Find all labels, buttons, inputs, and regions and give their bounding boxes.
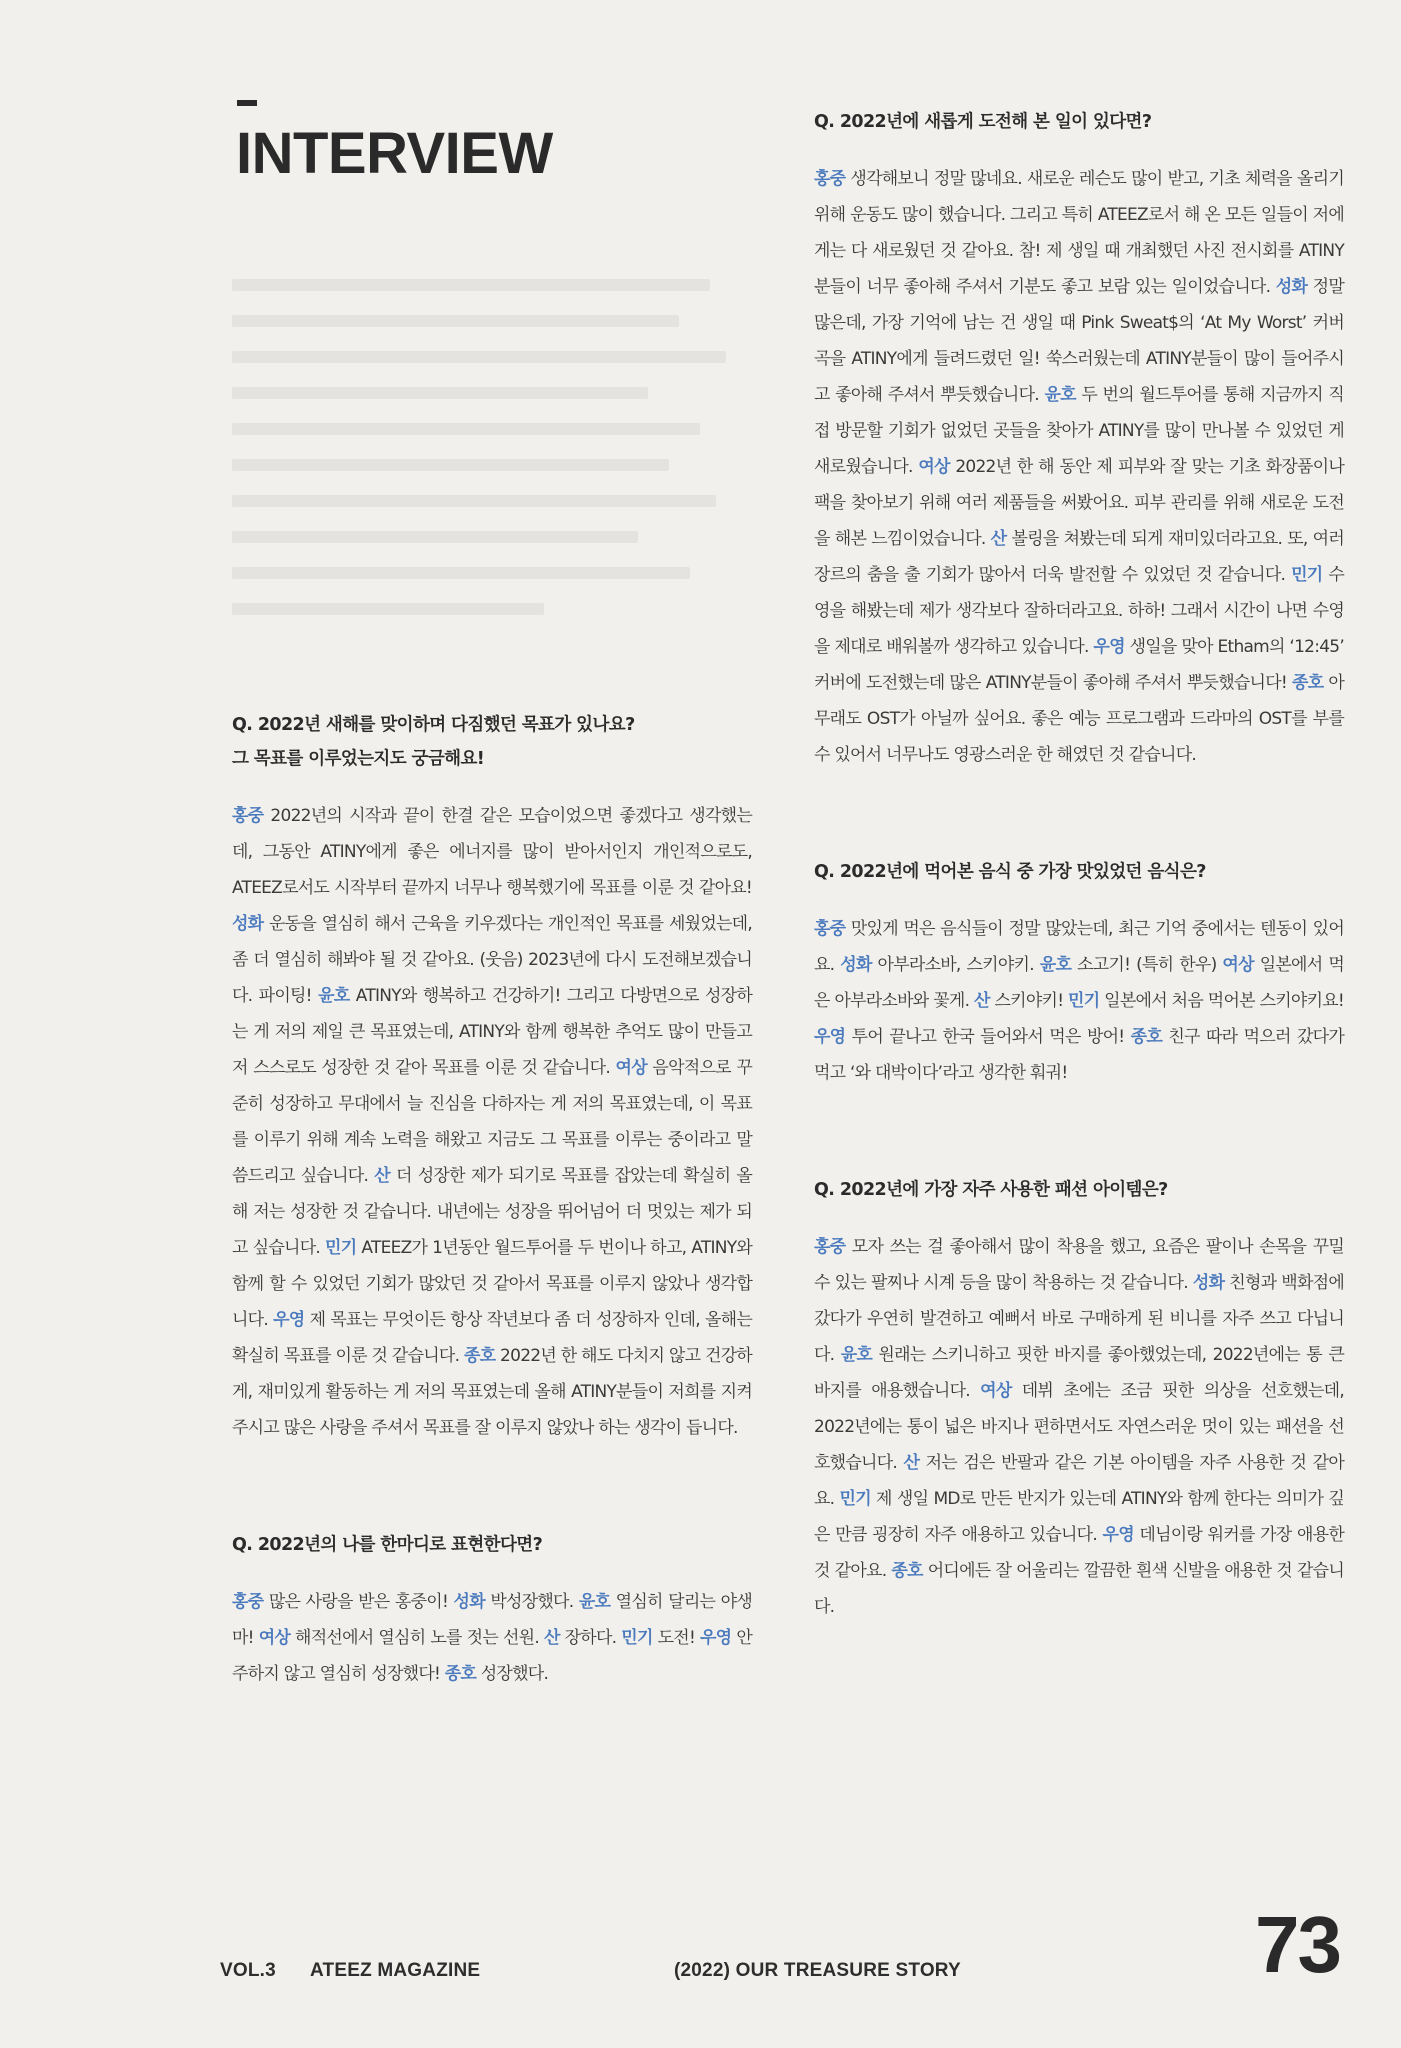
answer-text: 아부라소바, 스키야키. xyxy=(871,955,1040,975)
answer-text: 데뷔 초에는 조금 핏한 의상을 선호했는데, 2022년에는 통이 넓은 바지나 편하면서도 자연스러운 멋이 있는 패션을 선호했습니다. xyxy=(814,1381,1344,1473)
answer-text: 많은 사랑을 받은 홍중이! xyxy=(263,1592,454,1612)
member-name: 우영 xyxy=(1102,1525,1134,1545)
answer-text: 일본에서 처음 먹어본 스키야키요! xyxy=(1099,991,1344,1011)
answer-paragraph xyxy=(814,911,1344,1091)
answer-text: 성장했다. xyxy=(476,1664,549,1684)
member-name: 산 xyxy=(990,529,1007,549)
answer-text: 데님이랑 워커를 가장 애용한 것 같아요. xyxy=(814,1525,1345,1581)
member-name: 우영 xyxy=(273,1310,305,1330)
answer-text: 박성장했다. xyxy=(484,1592,579,1612)
answer-text: 정말 많은데, 가장 기억에 남는 건 생일 때 Pink Sweat$의 ‘At My Worst’ 커버 곡을 ATINY에게 들려드렸던 일! 쑥스러웠는데 ATINY분들이 많이 들어주시고 좋아해 주셔서 뿌듯했습니다. xyxy=(814,277,1345,405)
member-name: 여상 xyxy=(1222,955,1254,975)
answer-text: 2022년의 시작과 끝이 한결 같은 모습이었으면 좋겠다고 생각했는데, 그동안 ATINY에게 좋은 에너지를 많이 받아서인지 개인적으로도, ATEEZ로서도 시작부터 끝까지 너무나 행복했기에 목표를 이룬 것 같아요! xyxy=(232,806,752,898)
member-name: 산 xyxy=(374,1166,390,1186)
member-name: 홍중 xyxy=(814,169,846,189)
answer-text: 수영을 해봤는데 제가 생각보다 잘하더라고요. 하하! 그래서 시간이 나면 수영을 제대로 배워볼까 생각하고 있습니다. xyxy=(814,565,1344,657)
page-title: INTERVIEW xyxy=(236,121,553,186)
qa-block xyxy=(232,1528,752,1692)
member-name: 여상 xyxy=(980,1381,1012,1401)
question: Q. 2022년에 새롭게 도전해 본 일이 있다면? xyxy=(814,112,1152,132)
member-name: 민기 xyxy=(1068,991,1100,1011)
member-name: 종호 xyxy=(444,1664,477,1684)
answer-paragraph xyxy=(232,1584,752,1692)
footer-story: (2022) OUR TREASURE STORY xyxy=(674,1960,961,1981)
question: Q. 2022년에 가장 자주 사용한 패션 아이템은? xyxy=(814,1180,1168,1200)
answer-text: ATINY와 행복하고 건강하기! 그리고 다방면으로 성장하는 게 저의 제일 큰 목표였는데, ATINY와 함께 행복한 추억도 많이 만들고 저 스스로도 성장한 것 같아 목표를 이룬 것 같습니다. xyxy=(232,986,752,1078)
member-name: 윤호 xyxy=(1044,385,1076,405)
member-name: 종호 xyxy=(1130,1027,1163,1047)
answer-text: 도전! xyxy=(652,1628,700,1648)
question: Q. 2022년의 나를 한마디로 표현한다면? xyxy=(232,1535,543,1555)
footer-volume: VOL.3 xyxy=(220,1960,276,1981)
qa-block xyxy=(814,1173,1344,1625)
member-name: 성화 xyxy=(1275,277,1308,297)
section-dash xyxy=(237,100,257,106)
right-column xyxy=(814,105,1344,1625)
member-name: 홍중 xyxy=(814,919,846,939)
answer-text: 원래는 스키니하고 핏한 바지를 좋아했었는데, 2022년에는 통 큰 바지를 애용했습니다. xyxy=(814,1345,1345,1401)
answer-text: 두 번의 월드투어를 통해 지금까지 직접 방문할 기회가 없었던 곳들을 찾아가 ATINY를 많이 만나볼 수 있었던 게 새로웠습니다. xyxy=(814,385,1344,477)
page-number: 73 xyxy=(1255,1900,1340,1989)
member-name: 종호 xyxy=(1291,673,1324,693)
member-name: 윤호 xyxy=(578,1592,611,1612)
answer-text: 장하다. xyxy=(559,1628,622,1648)
answer-text: 2022년 한 해 동안 제 피부와 잘 맞는 기초 화장품이나 팩을 찾아보기 위해 여러 제품들을 써봤어요. 피부 관리를 위해 새로운 도전을 해본 느낌이었습니다. xyxy=(814,457,1345,549)
member-name: 우영 xyxy=(700,1628,732,1648)
member-name: 산 xyxy=(903,1453,920,1473)
answer-text: 친형과 백화점에 갔다가 우연히 발견하고 예뻐서 바로 구매하게 된 비니를 자주 쓰고 다닙니다. xyxy=(814,1273,1344,1365)
answer-text: 열심히 달리는 야생마! xyxy=(232,1592,752,1648)
member-name: 우영 xyxy=(814,1027,846,1047)
answer-text: 제 목표는 무엇이든 항상 작년보다 좀 더 성장하자 인데, 올해는 확실히 목표를 이룬 것 같습니다. xyxy=(232,1310,752,1366)
bleed-through-texture xyxy=(232,255,752,675)
footer-magazine: ATEEZ MAGAZINE xyxy=(310,1960,481,1981)
qa-block xyxy=(814,105,1344,773)
answer-text: 투어 끝나고 한국 들어와서 먹은 방어! xyxy=(845,1027,1131,1047)
answer-text: 생일을 맞아 Etham의 ‘12:45’ 커버에 도전했는데 많은 ATINY분들이 좋아해 주셔서 뿌듯했습니다! xyxy=(814,637,1344,693)
member-name: 산 xyxy=(543,1628,560,1648)
member-name: 민기 xyxy=(839,1489,871,1509)
answer-text: 일본에서 먹은 아부라소바와 꽃게. xyxy=(814,955,1344,1011)
answer-text: 친구 따라 먹으러 갔다가 먹고 ‘와 대박이다’라고 생각한 훠궈! xyxy=(814,1027,1344,1083)
member-name: 홍중 xyxy=(232,1592,264,1612)
answer-text: 볼링을 쳐봤는데 되게 재미있더라고요. 또, 여러 장르의 춤을 출 기회가 많아서 더욱 발전할 수 있었던 것 같습니다. xyxy=(814,529,1345,585)
left-column xyxy=(232,708,752,1692)
member-name: 여상 xyxy=(918,457,950,477)
question: Q. 2022년에 먹어본 음식 중 가장 맛있었던 음식은? xyxy=(814,862,1206,882)
member-name: 윤호 xyxy=(840,1345,873,1365)
answer-paragraph xyxy=(814,1229,1344,1625)
answer-text: 스키야키! xyxy=(989,991,1069,1011)
answer-text: 맛있게 먹은 음식들이 정말 많았는데, 최근 기억 중에서는 텐동이 있어요. xyxy=(814,919,1344,975)
answer-paragraph xyxy=(232,798,752,1446)
member-name: 성화 xyxy=(453,1592,485,1612)
answer-text: ATEEZ가 1년동안 월드투어를 두 번이나 하고, ATINY와 함께 할 수 있었던 기회가 많았던 것 같아서 목표를 이루지 않았나 생각합니다. xyxy=(232,1238,752,1330)
member-name: 민기 xyxy=(621,1628,653,1648)
member-name: 성화 xyxy=(1192,1273,1225,1293)
member-name: 종호 xyxy=(463,1346,496,1366)
member-name: 성화 xyxy=(232,914,264,934)
answer-text: 음악적으로 꾸준히 성장하고 무대에서 늘 진심을 다하자는 게 저의 목표였는데, 이 목표를 이루기 위해 계속 노력을 해왔고 지금도 그 목표를 이루는 중이라고 말씀드리고 싶습니다. xyxy=(232,1058,752,1186)
answer-text: 생각해보니 정말 많네요. 새로운 레슨도 많이 받고, 기초 체력을 올리기 위해 운동도 많이 했습니다. 그리고 특히 ATEEZ로서 해 온 모든 일들이 저에게는 다 새로웠던 것 같아요. 참! 제 생일 때 개최했던 사진 전시회를 ATINY분들이 너무 좋아해 주셔서 기분도 좋고 보람 있는 일이었습니다. xyxy=(814,169,1344,297)
member-name: 종호 xyxy=(891,1561,923,1581)
answer-text: 안주하지 않고 열심히 성장했다! xyxy=(232,1628,753,1684)
answer-text: 더 성장한 제가 되기로 목표를 잡았는데 확실히 올해 저는 성장한 것 같습니다. 내년에는 성장을 뛰어넘어 더 멋있는 제가 되고 싶습니다. xyxy=(232,1166,752,1258)
answer-text: 제 생일 MD로 만든 반지가 있는데 ATINY와 함께 한다는 의미가 깊은 만큼 굉장히 자주 애용하고 있습니다. xyxy=(814,1489,1344,1545)
member-name: 홍중 xyxy=(232,806,264,826)
member-name: 성화 xyxy=(840,955,872,975)
answer-paragraph xyxy=(814,161,1344,773)
member-name: 윤호 xyxy=(318,986,350,1006)
member-name: 민기 xyxy=(1291,565,1323,585)
member-name: 여상 xyxy=(258,1628,291,1648)
member-name: 홍중 xyxy=(814,1237,846,1257)
member-name: 민기 xyxy=(325,1238,357,1258)
answer-text: 저는 검은 반팔과 같은 기본 아이템을 자주 사용한 것 같아요. xyxy=(814,1453,1344,1509)
qa-block xyxy=(814,855,1344,1091)
answer-text: 소고기! (특히 한우) xyxy=(1071,955,1223,975)
answer-text: 해적선에서 열심히 노를 젓는 선원. xyxy=(290,1628,544,1648)
answer-text: 아무래도 OST가 아닐까 싶어요. 좋은 예능 프로그램과 드라마의 OST를 부를 수 있어서 너무나도 영광스러운 한 해였던 것 같습니다. xyxy=(814,673,1345,765)
answer-text: 모자 쓰는 걸 좋아해서 많이 착용을 했고, 요즘은 팔이나 손목을 꾸밀 수 있는 팔찌나 시계 등을 많이 착용하는 것 같습니다. xyxy=(814,1237,1344,1293)
member-name: 여상 xyxy=(615,1058,647,1078)
question: Q. 2022년 새해를 맞이하며 다짐했던 목표가 있나요? 그 목표를 이루었는지도 궁금해요! xyxy=(232,715,635,769)
member-name: 윤호 xyxy=(1039,955,1072,975)
member-name: 우영 xyxy=(1093,637,1125,657)
member-name: 산 xyxy=(974,991,990,1011)
answer-text: 2022년 한 해도 다치지 않고 건강하게, 재미있게 활동하는 게 저의 목표였는데 올해 ATINY분들이 저희를 지켜 주시고 많은 사랑을 주셔서 목표를 잘 이루지 않았나 하는 생각이 듭니다. xyxy=(232,1346,752,1438)
answer-text: 운동을 열심히 해서 근육을 키우겠다는 개인적인 목표를 세웠었는데, 좀 더 열심히 해봐야 될 것 같아요. (웃음) 2023년에 다시 도전해보겠습니다. 파이팅! xyxy=(232,914,752,1006)
qa-block xyxy=(232,708,752,1446)
answer-text: 어디에든 잘 어울리는 깔끔한 흰색 신발을 애용한 것 같습니다. xyxy=(814,1561,1344,1617)
